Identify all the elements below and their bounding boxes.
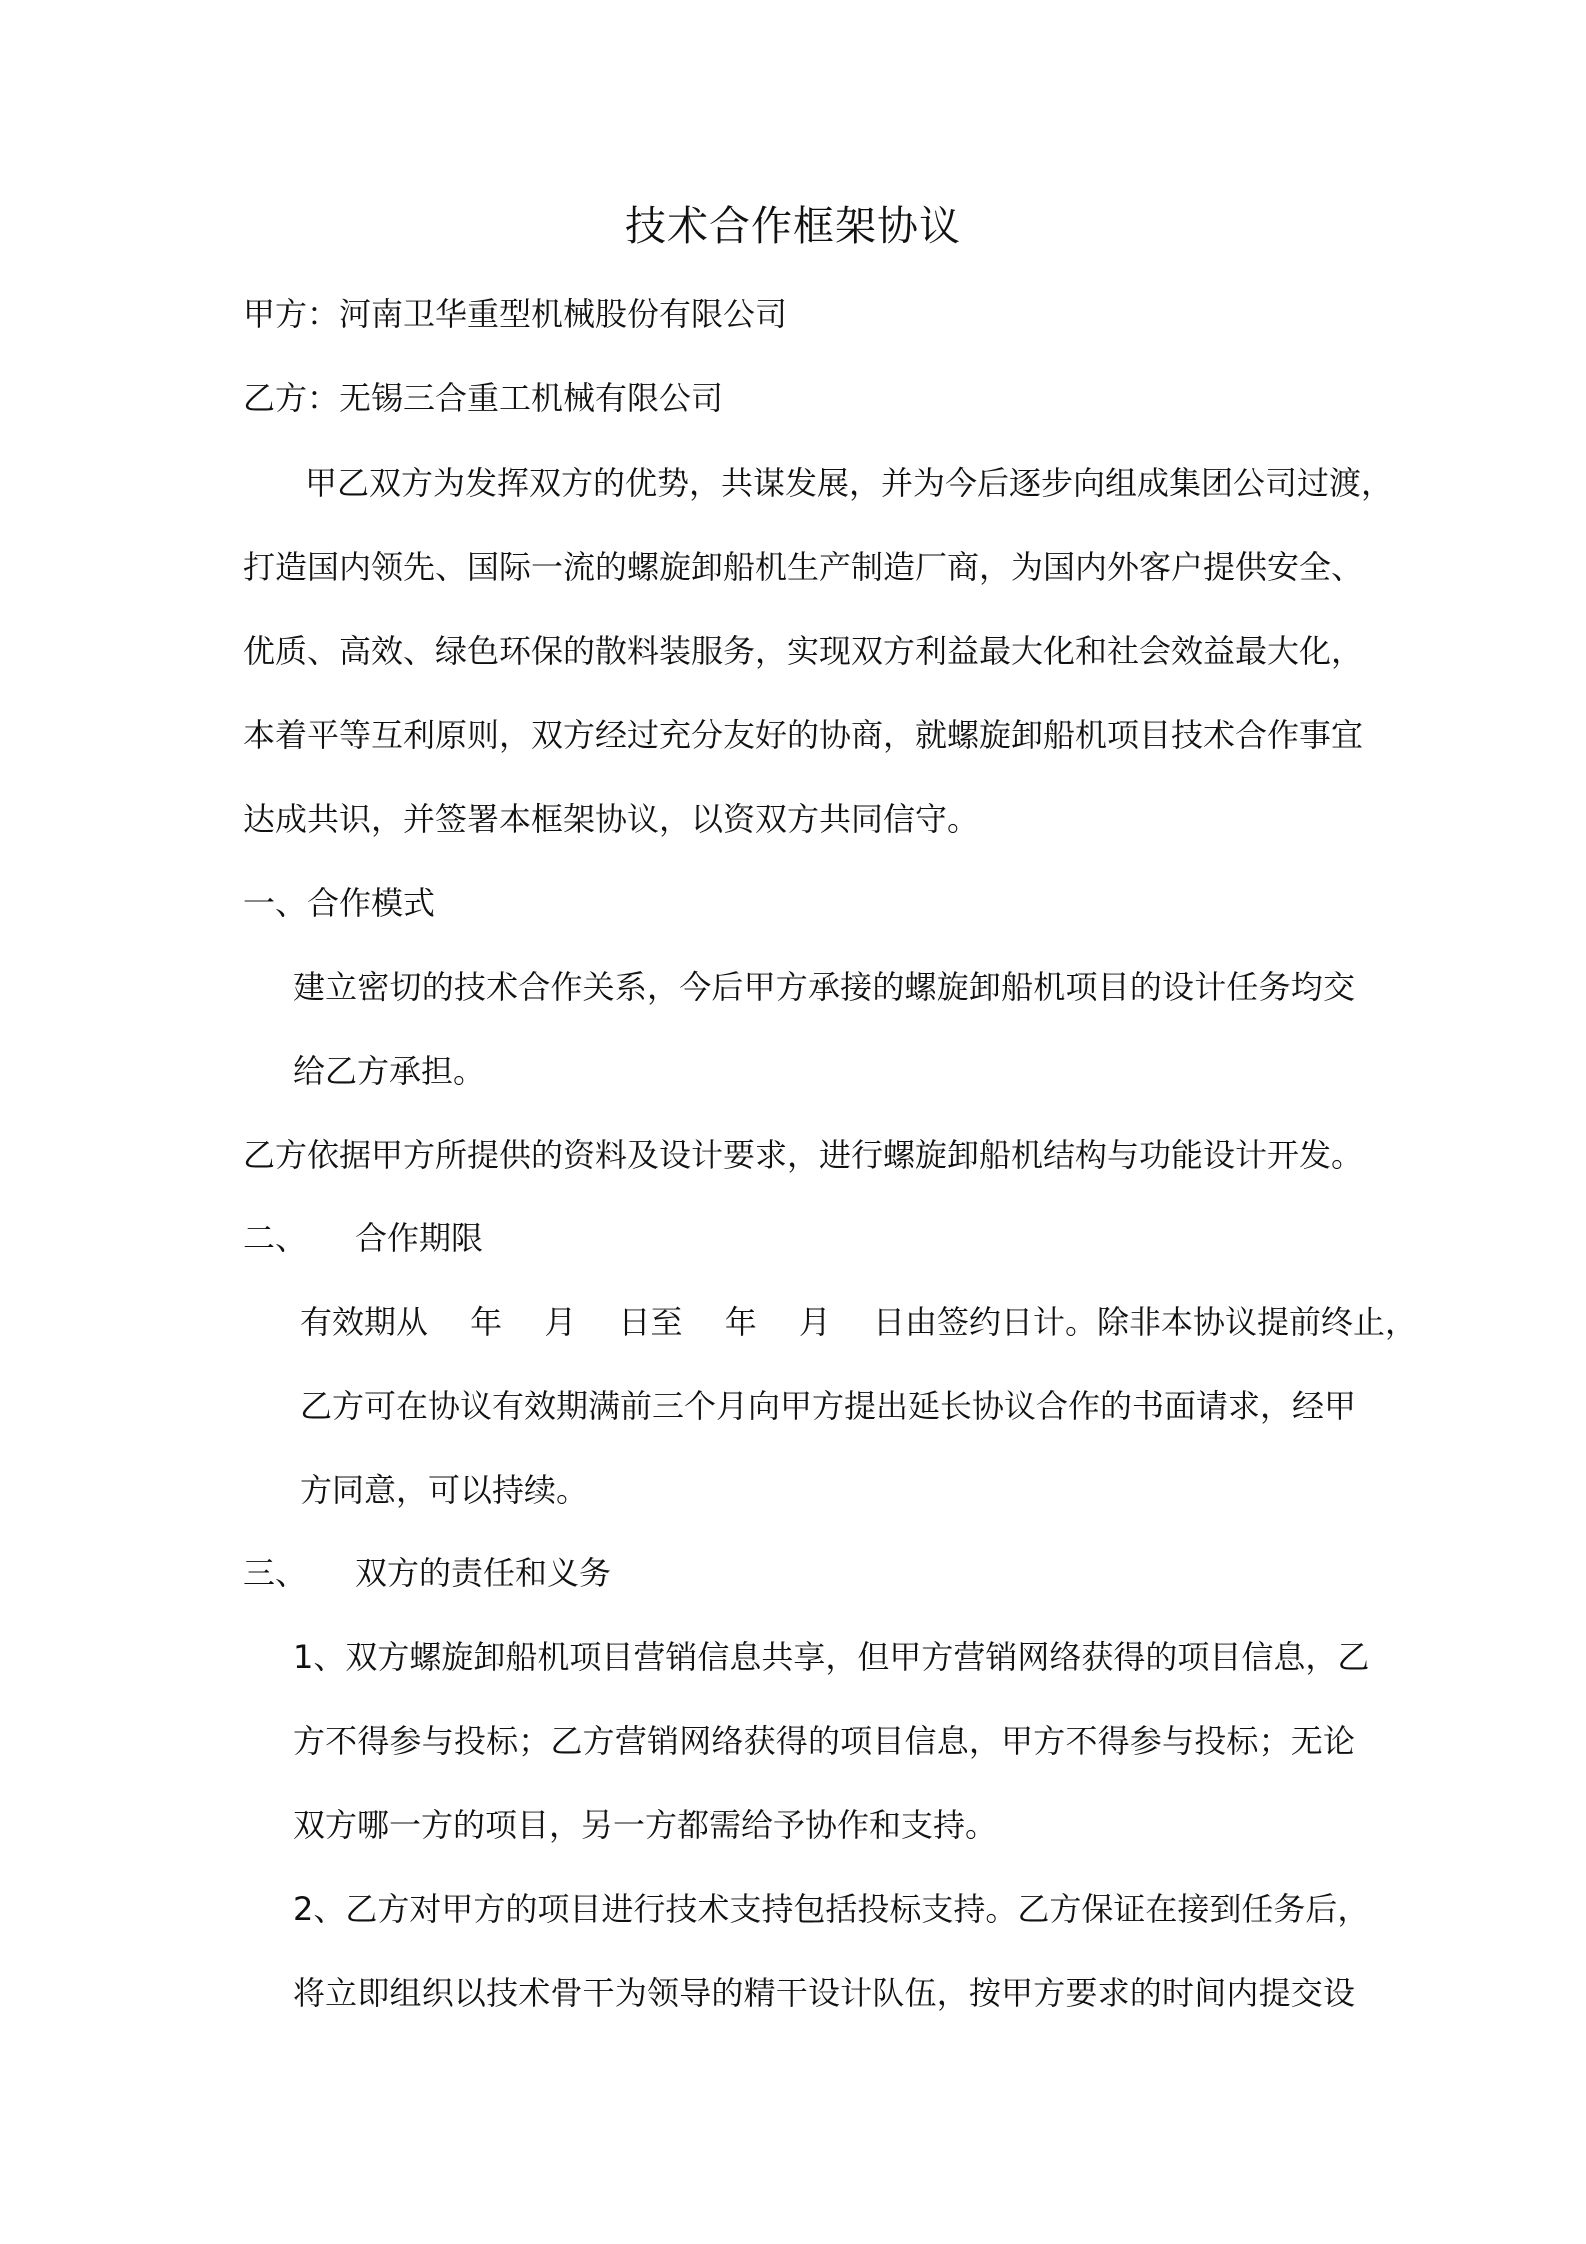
- preamble-line: 甲乙双方为发挥双方的优势，共谋发展，并为今后逐步向组成集团公司过渡，: [305, 464, 1394, 502]
- section-heading-3: 双方的责任和义务: [355, 1554, 612, 1592]
- section1-line: 给乙方承担。: [293, 1052, 486, 1090]
- party-a-line: 甲方：河南卫华重型机械股份有限公司: [243, 295, 788, 333]
- preamble-line: 本着平等互利原则，双方经过充分友好的协商，就螺旋卸船机项目技术合作事宜: [243, 716, 1364, 754]
- preamble-line: 打造国内领先、国际一流的螺旋卸船机生产制造厂商，为国内外客户提供安全、: [243, 548, 1364, 586]
- section2-line: 乙方可在协议有效期满前三个月向甲方提出延长协议合作的书面请求，经甲: [300, 1387, 1357, 1425]
- section2-line: 有效期从 年 月 日至 年 月 日由签约日计。除非本协议提前终止，: [300, 1303, 1418, 1341]
- party-b-line: 乙方：无锡三合重工机械有限公司: [243, 379, 724, 417]
- section-heading-2: 合作期限: [355, 1219, 484, 1257]
- document-title: 技术合作框架协议: [625, 202, 961, 250]
- preamble-line: 优质、高效、绿色环保的散料装服务，实现双方利益最大化和社会效益最大化，: [243, 632, 1364, 670]
- section3-item2-line: 2、乙方对甲方的项目进行技术支持包括投标支持。乙方保证在接到任务后，: [293, 1890, 1370, 1928]
- section1-line: 建立密切的技术合作关系，今后甲方承接的螺旋卸船机项目的设计任务均交: [293, 968, 1355, 1006]
- section3-item1-line: 1、双方螺旋卸船机项目营销信息共享，但甲方营销网络获得的项目信息，乙: [293, 1638, 1370, 1676]
- section3-item1-line: 双方哪一方的项目，另一方都需给予协作和支持。: [293, 1806, 998, 1844]
- section3-item1-line: 方不得参与投标；乙方营销网络获得的项目信息，甲方不得参与投标；无论: [293, 1722, 1355, 1760]
- preamble-line: 达成共识，并签署本框架协议，以资双方共同信守。: [243, 800, 980, 838]
- section-number-2: 二、: [243, 1219, 308, 1257]
- section-number-3: 三、: [243, 1554, 308, 1592]
- section2-line: 方同意，可以持续。: [300, 1471, 589, 1509]
- section-heading-1: 一、合作模式: [243, 884, 436, 922]
- section3-item2-line: 将立即组织以技术骨干为领导的精干设计队伍，按甲方要求的时间内提交设: [293, 1974, 1355, 2012]
- section1-extra-line: 乙方依据甲方所提供的资料及设计要求，进行螺旋卸船机结构与功能设计开发。: [243, 1136, 1364, 1174]
